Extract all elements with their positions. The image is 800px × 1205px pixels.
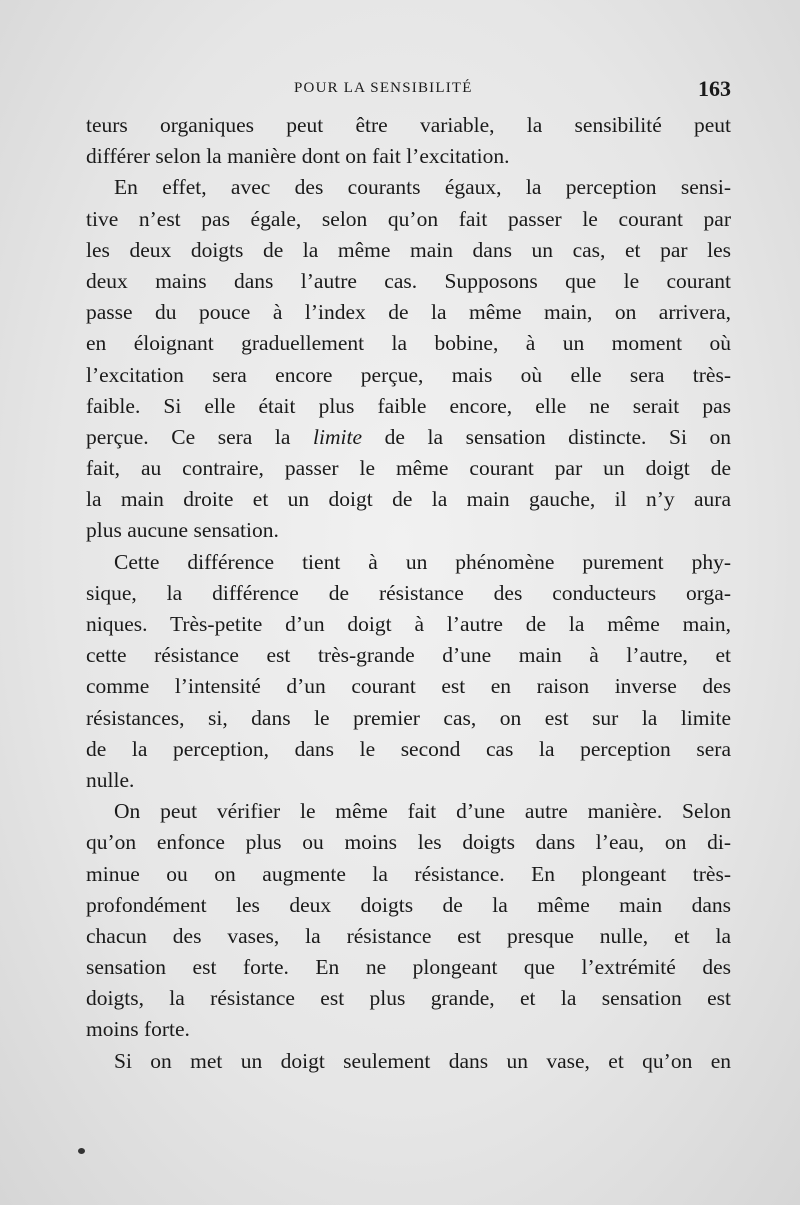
page-header (86, 78, 731, 102)
text-line: qu’on enfonce plus ou moins les doigts dans l’eau, on di- (86, 830, 731, 855)
text-line: tive n’est pas égale, selon qu’on fait passer le courant par (86, 206, 731, 231)
text-line: En effet, avec des courants égaux, la perception sensi- (114, 175, 731, 200)
text-segment: de la sensation distincte. Si on (384, 424, 731, 449)
text-line: teurs organiques peut être variable, la sensibilité peut (86, 113, 731, 137)
text-line: deux mains dans l’autre cas. Supposons que le courant (86, 268, 731, 293)
text-line: cette résistance est très-grande d’une main à l’autre, et (86, 643, 731, 668)
text-line: faible. Si elle était plus faible encore, elle ne serait pas (86, 393, 731, 418)
text-line: profondément les deux doigts de la même main dans (86, 892, 731, 917)
page-number: 163 (698, 76, 731, 101)
text-line: de la perception, dans le second cas la perception sera (86, 736, 731, 761)
text-line: moins forte. (86, 1017, 190, 1042)
text-segment: perçue. Ce sera la (86, 424, 291, 449)
text-line (86, 422, 731, 453)
text-line: minue ou on augmente la résistance. En plongeant très- (86, 861, 731, 886)
text-line: passe du pouce à l’index de la même main, on arrivera, (86, 300, 731, 325)
text-line: On peut vérifier le même fait d’une autre manière. Selon (114, 799, 731, 824)
running-head: POUR LA SENSIBILITÉ (294, 80, 473, 96)
text-line: différer selon la manière dont on fait l’excitation. (86, 144, 510, 169)
text-line: la main droite et un doigt de la main gauche, il n’y aura (86, 487, 731, 512)
text-line: les deux doigts de la même main dans un cas, et par les (86, 237, 731, 262)
text-line: sique, la différence de résistance des conducteurs orga- (86, 580, 731, 605)
text-line: fait, au contraire, passer le même courant par un doigt de (86, 456, 731, 481)
ink-smudge (78, 1148, 85, 1154)
text-line: doigts, la résistance est plus grande, et la sensation est (86, 986, 731, 1011)
text-line: sensation est forte. En ne plongeant que l’extrémité des (86, 955, 731, 980)
text-line: chacun des vases, la résistance est presque nulle, et la (86, 923, 731, 948)
italic-term: limite (313, 424, 362, 449)
text-line: résistances, si, dans le premier cas, on est sur la limite (86, 705, 731, 730)
text-line: comme l’intensité d’un courant est en raison inverse des (86, 674, 731, 699)
body-text (86, 110, 731, 1077)
text-line: Si on met un doigt seulement dans un vase, et qu’on en (114, 1048, 731, 1073)
text-line: l’excitation sera encore perçue, mais où elle sera très- (86, 362, 731, 387)
text-line: plus aucune sensation. (86, 518, 279, 543)
text-line: niques. Très-petite d’un doigt à l’autre de la même main, (86, 612, 731, 636)
text-line: Cette différence tient à un phénomène purement phy- (114, 549, 731, 574)
text-line: nulle. (86, 767, 135, 792)
text-line: en éloignant graduellement la bobine, à un moment où (86, 331, 731, 356)
